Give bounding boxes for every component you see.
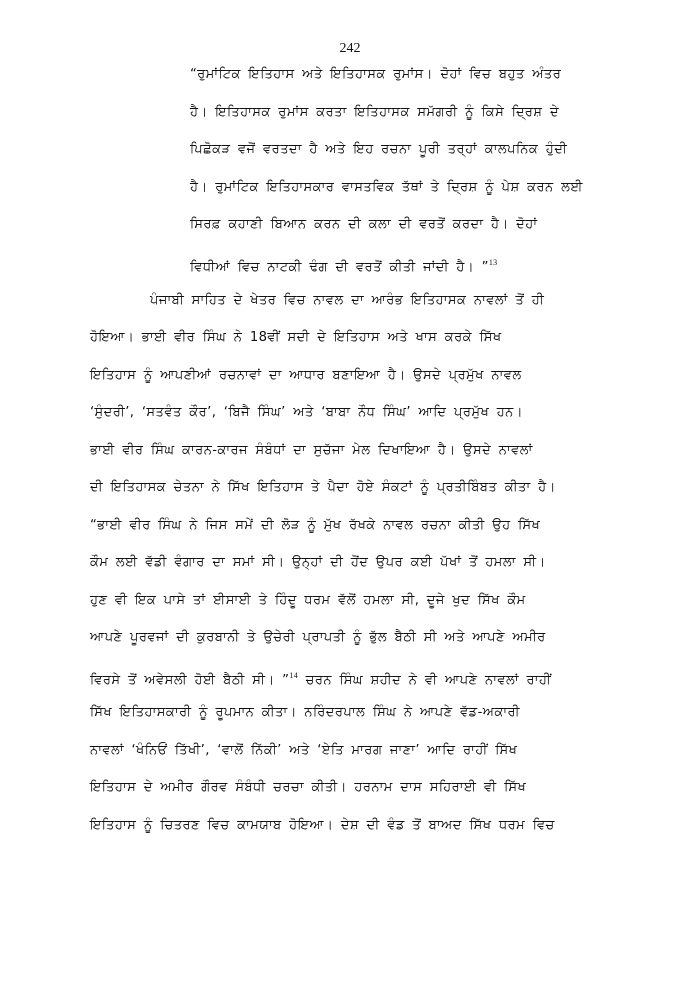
paragraph-line: ਇਤਿਹਾਸ ਦੇ ਅਮੀਰ ਗੌਰਵ ਸੰਬੰਧੀ ਚਰਚਾ ਕੀਤੀ। ਹਰਨਾਮ ਦਾਸ ਸਹਿਰਾਈ ਵੀ ਸਿੱਖ — [90, 780, 527, 795]
quote-line: ਪਿਛੋਕੜ ਵਜੋਂ ਵਰਤਦਾ ਹੈ ਅਤੇ ਇਹ ਰਚਨਾ ਪੂਰੀ ਤਰ੍ਹਾਂ ਕਾਲਪਨਿਕ ਹੁੰਦੀ — [190, 142, 568, 157]
paragraph-line: ਹੁਣ ਵੀ ਇਕ ਪਾਸੇ ਤਾਂ ਈਸਾਈ ਤੇ ਹਿੰਦੂ ਧਰਮ ਵੱਲੋਂ ਹਮਲਾ ਸੀ, ਦੂਜੇ ਖੁਦ ਸਿੱਖ ਕੌਮ — [90, 593, 526, 608]
paragraph-line: ਨਾਵਲਾਂ ‘ਖੰਨਿਓਂ ਤਿੱਖੀ’, ‘ਵਾਲੋਂ ਨਿੱਕੀ’ ਅਤੇ ‘ਏਤਿ ਮਾਰਗ ਜਾਣਾ’ ਆਦਿ ਰਾਹੀਂ ਸਿੱਖ — [90, 743, 518, 758]
paragraph-line: ਆਪਣੇ ਪੂਰਵਜਾਂ ਦੀ ਕੁਰਬਾਨੀ ਤੇ ਉਚੇਰੀ ਪ੍ਰਾਪਤੀ ਨੂੰ ਭੁੱਲ ਬੈਠੀ ਸੀ ਅਤੇ ਆਪਣੇ ਅਮੀਰ — [90, 630, 546, 645]
paragraph-line-text: ਚਰਨ ਸਿੰਘ ਸ਼ਹੀਦ ਨੇ ਵੀ ਆਪਣੇ ਨਾਵਲਾਂ ਰਾਹੀਂ — [298, 673, 552, 688]
quote-line — [190, 254, 498, 277]
quote-line-text: ਵਿਧੀਆਂ ਵਿਚ ਨਾਟਕੀ ਢੰਗ ਦੀ ਵਰਤੋਂ ਕੀਤੀ ਜਾਂਦੀ ਹੈ। ” — [190, 260, 489, 275]
page-number: 242 — [339, 41, 361, 56]
paragraph-line: ਸਿੱਖ ਇਤਿਹਾਸਕਾਰੀ ਨੂੰ ਰੂਪਮਾਨ ਕੀਤਾ। ਨਰਿੰਦਰਪਾਲ ਸਿੰਘ ਨੇ ਆਪਣੇ ਵੱਡ-ਅਕਾਰੀ — [90, 705, 521, 720]
paragraph-line: ਕੌਮ ਲਈ ਵੱਡੀ ਵੰਗਾਰ ਦਾ ਸਮਾਂ ਸੀ। ਉਨ੍ਹਾਂ ਦੀ ਹੋਂਦ ਉਪਰ ਕਈ ਪੱਖਾਂ ਤੋਂ ਹਮਲਾ ਸੀ। — [90, 555, 546, 570]
paragraph-line: ਇਤਿਹਾਸ ਨੂੰ ਆਪਣੀਆਂ ਰਚਨਾਵਾਂ ਦਾ ਆਧਾਰ ਬਣਾਇਆ ਹੈ। ਉਸਦੇ ਪ੍ਰਮੁੱਖ ਨਾਵਲ — [90, 368, 522, 383]
footnote-ref: 13 — [488, 258, 498, 267]
paragraph-line: ਭਾਈ ਵੀਰ ਸਿੰਘ ਕਾਰਨ-ਕਾਰਜ ਸੰਬੰਧਾਂ ਦਾ ਸੁਚੱਜਾ ਮੇਲ ਦਿਖਾਇਆ ਹੈ। ਉਸਦੇ ਨਾਵਲਾਂ — [90, 443, 533, 458]
paragraph-line: ਹੋਇਆ। ਭਾਈ ਵੀਰ ਸਿੰਘ ਨੇ 18ਵੀਂ ਸਦੀ ਦੇ ਇਤਿਹਾਸ ਅਤੇ ਖਾਸ ਕਰਕੇ ਸਿੱਖ — [90, 330, 502, 345]
paragraph-line: ਦੀ ਇਤਿਹਾਸਕ ਚੇਤਨਾ ਨੇ ਸਿੱਖ ਇਤਿਹਾਸ ਤੇ ਪੈਦਾ ਹੋਏ ਸੰਕਟਾਂ ਨੂੰ ਪ੍ਰਤੀਬਿੰਬਤ ਕੀਤਾ ਹੈ। — [90, 480, 556, 495]
paragraph-line: ਇਤਿਹਾਸ ਨੂੰ ਚਿਤਰਣ ਵਿਚ ਕਾਮਯਾਬ ਹੋਇਆ। ਦੇਸ਼ ਦੀ ਵੰਡ ਤੋਂ ਬਾਅਦ ਸਿੱਖ ਧਰਮ ਵਿਚ — [90, 818, 555, 833]
paragraph-line-text: ਵਿਰਸੇ ਤੋਂ ਅਵੇਸਲੀ ਹੋਈ ਬੈਠੀ ਸੀ। ” — [90, 673, 290, 688]
quote-line: ਹੈ। ਇਤਿਹਾਸਕ ਰੁਮਾਂਸ ਕਰਤਾ ਇਤਿਹਾਸਕ ਸਮੱਗਰੀ ਨੂੰ ਕਿਸੇ ਦ੍ਰਿਸ਼ ਦੇ — [190, 105, 560, 120]
paragraph-line — [90, 667, 551, 690]
quote-line: ਹੈ। ਰੁਮਾਂਟਿਕ ਇਤਿਹਾਸਕਾਰ ਵਾਸਤਵਿਕ ਤੱਥਾਂ ਤੇ ਦ੍ਰਿਸ਼ ਨੂੰ ਪੇਸ਼ ਕਰਨ ਲਈ — [190, 180, 584, 195]
footnote-ref: 14 — [289, 671, 299, 680]
paragraph-line: ‘ਸੁੰਦਰੀ’, ‘ਸਤਵੰਤ ਕੌਰ’, ‘ਬਿਜੈ ਸਿੰਘ’ ਅਤੇ ‘ਬਾਬਾ ਨੌਧ ਸਿੰਘ’ ਆਦਿ ਪ੍ਰਮੁੱਖ ਹਨ। — [90, 405, 523, 420]
paragraph-line: ਪੰਜਾਬੀ ਸਾਹਿਤ ਦੇ ਖੇਤਰ ਵਿਚ ਨਾਵਲ ਦਾ ਆਰੰਭ ਇਤਿਹਾਸਕ ਨਾਵਲਾਂ ਤੋਂ ਹੀ — [150, 293, 545, 308]
quote-line: ਸਿਰਫ਼ ਕਹਾਣੀ ਬਿਆਨ ਕਰਨ ਦੀ ਕਲਾ ਦੀ ਵਰਤੋਂ ਕਰਦਾ ਹੈ। ਦੋਹਾਂ — [190, 217, 538, 232]
paragraph-line: “ਭਾਈ ਵੀਰ ਸਿੰਘ ਨੇ ਜਿਸ ਸਮੇਂ ਦੀ ਲੋੜ ਨੂੰ ਮੁੱਖ ਰੱਖਕੇ ਨਾਵਲ ਰਚਨਾ ਕੀਤੀ ਉਹ ਸਿੱਖ — [90, 518, 541, 533]
quote-line: “ਰੁਮਾਂਟਿਕ ਇਤਿਹਾਸ ਅਤੇ ਇਤਿਹਾਸਕ ਰੁਮਾਂਸ। ਦੋਹਾਂ ਵਿਚ ਬਹੁਤ ਅੰਤਰ — [190, 67, 562, 82]
